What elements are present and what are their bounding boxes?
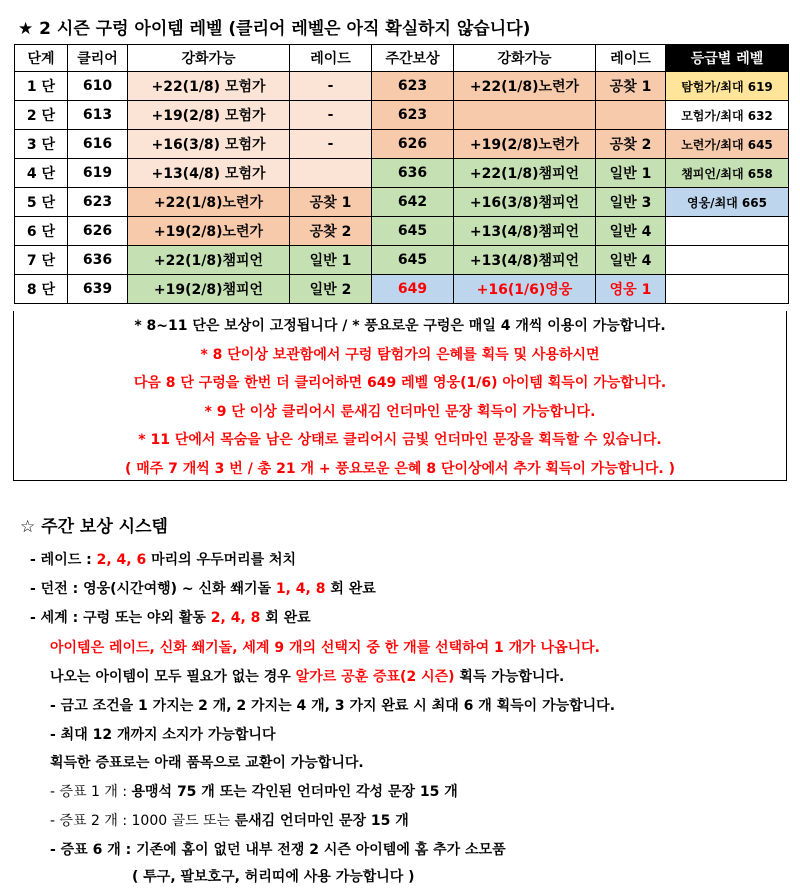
clear-cell: 623 [68,188,128,217]
table-row [15,130,789,159]
weekly-cell: 642 [372,188,454,217]
header-upgrade: 강화가능 [128,45,290,72]
upgrade-2-cell: +19(2/8)노련가 [454,130,596,159]
clear-cell: 639 [68,275,128,304]
clear-cell: 619 [68,159,128,188]
stage-cell: 8 단 [15,275,68,304]
stage-cell: 3 단 [15,130,68,159]
raid-2-cell: 공찾 1 [596,72,666,101]
upgrade-2-cell: +16(3/8)챔피언 [454,188,596,217]
stage-cell: 6 단 [15,217,68,246]
page-title: ★ 2 시즌 구렁 아이템 레벨 (클리어 레벨은 아직 확실하지 않습니다) [18,19,531,39]
raid-2-cell: 공찾 2 [596,130,666,159]
raid-cell: - [290,72,372,101]
header-raid: 레이드 [290,45,372,72]
raid-2-cell: 일반 4 [596,217,666,246]
grade-cell [666,217,789,246]
upgrade-cell: +13(4/8) 모험가 [128,159,290,188]
upgrade-2-cell: +16(1/6)영웅 [454,275,596,304]
clear-cell: 626 [68,217,128,246]
grade-cell [666,246,789,275]
raid-cell [290,159,372,188]
header-clear: 클리어 [68,45,128,72]
grade-cell: 영웅/최대 665 [666,188,789,217]
raid-2-cell: 일반 4 [596,246,666,275]
clear-cell: 636 [68,246,128,275]
choice-line: 아이템은 레이드, 신화 쐐기돌, 세계 9 개의 선택지 중 한 개를 선택하여 1 개가 나옵니다. [50,640,600,656]
world-line: - 세계 : 구렁 또는 야외 활동 2, 4, 8 회 완료 [30,610,311,626]
max-hold-line: - 최대 12 개까지 소지가 가능합니다 [50,727,276,743]
weekly-cell: 626 [372,130,454,159]
raid-cell: 일반 1 [290,246,372,275]
table-row [15,101,789,130]
vault-line: - 금고 조건을 1 가지는 2 개, 2 가지는 4 개, 3 가지 완료 시 최대 6 개 획득이 가능합니다. [50,698,616,714]
table-row [15,159,789,188]
note-line: * 8~11 단은 보상이 고정됩니다 / * 풍요로운 구렁은 매일 4 개씩 이용이 가능합니다. [134,318,666,334]
grade-cell: 챔피언/최대 658 [666,159,789,188]
token-2-line: - 증표 2 개 : 1000 골드 또는 룬새김 언더마인 문장 15 개 [50,813,409,829]
note-line: 다음 8 단 구렁을 한번 더 클리어하면 649 레벨 영웅(1/6) 아이템 획득이 가능합니다. [133,375,667,391]
note-line: * 11 단에서 목숨을 남은 상태로 클리어시 금빛 언더마인 문장을 획득할 수 있습니다. [138,432,662,448]
weekly-cell: 645 [372,217,454,246]
grade-cell: 탐험가/최대 619 [666,72,789,101]
item-level-table [14,44,789,304]
raid-cell: - [290,130,372,159]
table-row [15,72,789,101]
raid-cell: - [290,101,372,130]
token-line: 나오는 아이템이 모두 필요가 없는 경우 알가르 공훈 증표(2 시즌) 획득 가능합니다. [50,669,565,685]
weekly-cell: 623 [372,101,454,130]
token-6-line: - 증표 6 개 : 기존에 홈이 없던 내부 전쟁 2 시즌 아이템에 홈 추가 소모품 [50,842,506,858]
clear-cell: 610 [68,72,128,101]
upgrade-2-cell [454,101,596,130]
header-weekly: 주간보상 [372,45,454,72]
raid-2-cell [596,101,666,130]
header-raid-2: 레이드 [596,45,666,72]
stage-cell: 7 단 [15,246,68,275]
upgrade-cell: +16(3/8) 모험가 [128,130,290,159]
header-upgrade-2: 강화가능 [454,45,596,72]
table-row [15,246,789,275]
upgrade-cell: +19(2/8)노련가 [128,217,290,246]
upgrade-2-cell: +22(1/8)노련가 [454,72,596,101]
token-1-line: - 증표 1 개 : 용맹석 75 개 또는 각인된 언더마인 각성 문장 15 개 [50,784,458,800]
stage-cell: 2 단 [15,101,68,130]
stage-cell: 4 단 [15,159,68,188]
upgrade-cell: +22(1/8)챔피언 [128,246,290,275]
note-line: * 8 단이상 보관함에서 구렁 탐험가의 은혜를 획득 및 사용하시면 [200,346,600,363]
header-stage: 단계 [15,45,68,72]
table-row [15,217,789,246]
weekly-cell: 623 [372,72,454,101]
note-line: * 9 단 이상 클리어시 룬새김 언더마인 문장 획득이 가능합니다. [204,403,596,420]
upgrade-cell: +22(1/8) 모험가 [128,72,290,101]
raid-cell: 일반 2 [290,275,372,304]
weekly-section-title: ☆ 주간 보상 시스템 [20,517,168,537]
weekly-cell: 636 [372,159,454,188]
raid-2-cell: 일반 1 [596,159,666,188]
upgrade-cell: +19(2/8) 모험가 [128,101,290,130]
raid-2-cell: 영웅 1 [596,275,666,304]
raid-2-cell: 일반 3 [596,188,666,217]
grade-cell [666,275,789,304]
dungeon-line: - 던전 : 영웅(시간여행) ~ 신화 쐐기돌 1, 4, 8 회 완료 [30,581,376,597]
weekly-cell: 645 [372,246,454,275]
upgrade-2-cell: +13(4/8)챔피언 [454,246,596,275]
clear-cell: 613 [68,101,128,130]
upgrade-2-cell: +13(4/8)챔피언 [454,217,596,246]
table-header-row [15,45,789,72]
upgrade-cell: +19(2/8)챔피언 [128,275,290,304]
grade-cell: 노련가/최대 645 [666,130,789,159]
token-6-note: ( 투구, 팔보호구, 허리띠에 사용 가능합니다 ) [132,869,415,885]
raid-line: - 레이드 : 2, 4, 6 마리의 우두머리를 처치 [30,552,297,568]
table-row [15,188,789,217]
note-line: ( 매주 7 개씩 3 번 / 총 21 개 + 풍요로운 은혜 8 단이상에서 추가 획득이 가능합니다. ) [124,460,676,477]
stage-cell: 1 단 [15,72,68,101]
upgrade-2-cell: +22(1/8)챔피언 [454,159,596,188]
header-grade-level: 등급별 레벨 [666,45,789,72]
weekly-cell: 649 [372,275,454,304]
raid-cell: 공찾 2 [290,217,372,246]
grade-cell: 모험가/최대 632 [666,101,789,130]
upgrade-cell: +22(1/8)노련가 [128,188,290,217]
stage-cell: 5 단 [15,188,68,217]
notes-box [13,311,787,481]
clear-cell: 616 [68,130,128,159]
exchange-line: 획득한 증표로는 아래 품목으로 교환이 가능합니다. [50,755,364,771]
table-row [15,275,789,304]
raid-cell: 공찾 1 [290,188,372,217]
